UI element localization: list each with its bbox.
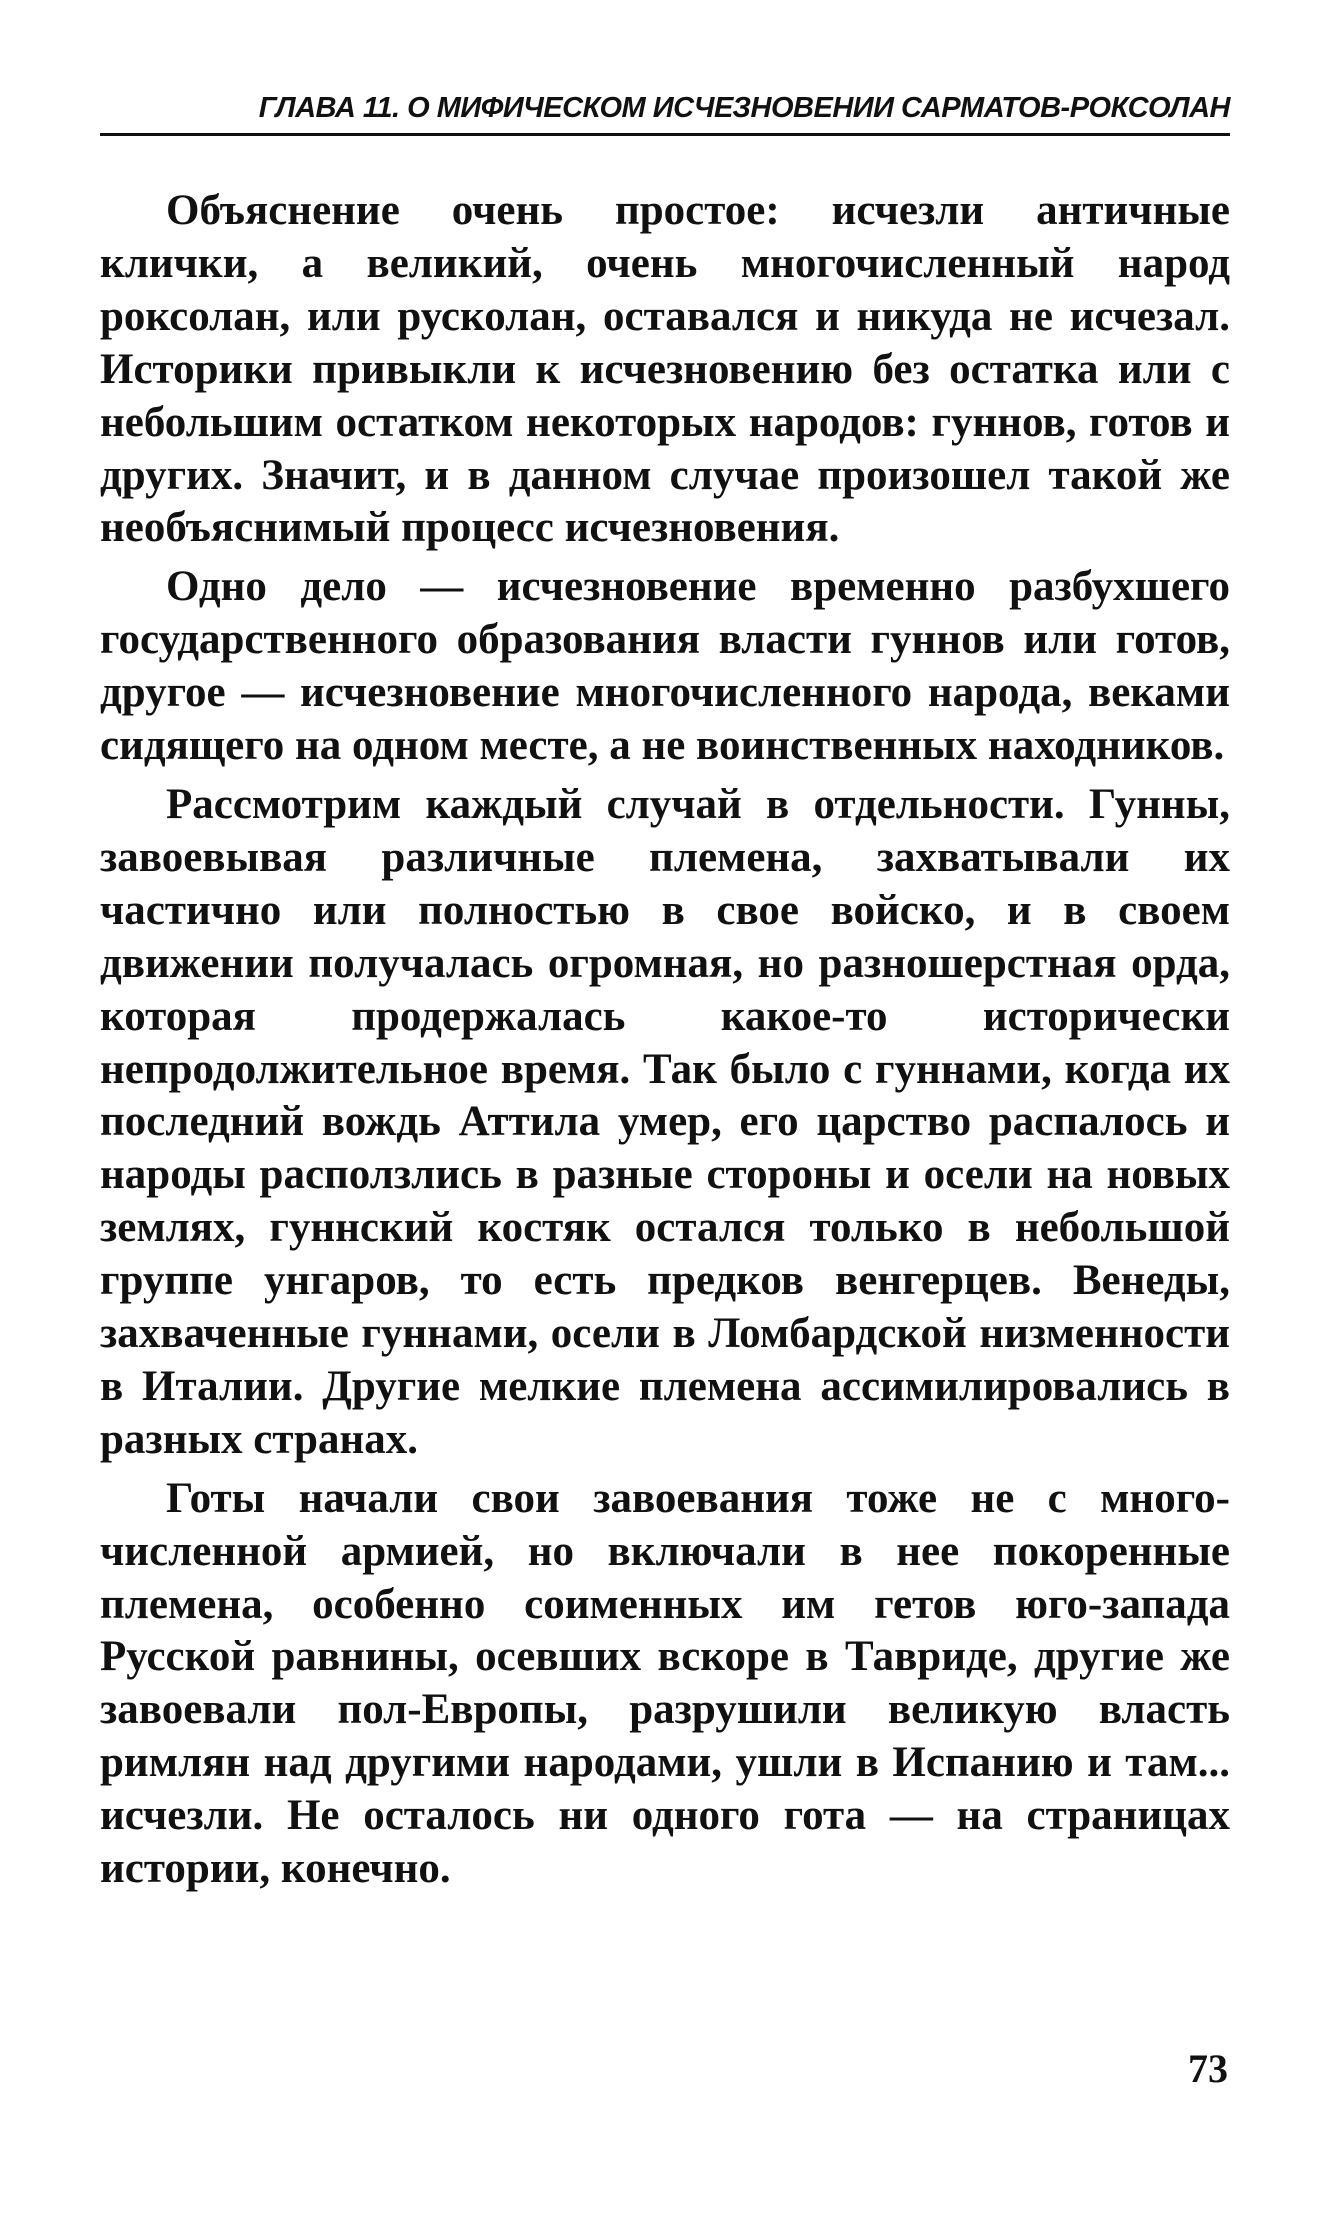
page-number: 73 bbox=[1188, 2046, 1228, 2091]
running-title: ГЛАВА 11. О МИФИЧЕСКОМ ИСЧЕЗНОВЕНИИ САРМАТОВ-РОКСОЛАН bbox=[258, 92, 1230, 124]
body-text bbox=[100, 185, 1230, 1902]
paragraph: Одно дело — исчезновение временно разбухшего государственного образования власти гуннов или готов, другое — исчезновение многочисленного народа, веками сидящего на одном месте, а не воинственных находников. bbox=[100, 563, 1230, 770]
page-header bbox=[100, 92, 1230, 136]
paragraph: Рассмотрим каждый случай в отдельности. Гунны, завоевывая различные племена, захватывали их частично или полностью в свое войско, и в своем движении получалась огромная, но разношерстная орда, которая продержалась какое-то исторически непродолжительное время. Так было с гуннами, когда их последний вождь Аттила умер, его царство распалось и народы расползлись в разные стороны и осели на новых землях, гуннский костяк остался только в небольшой группе унгаров, то есть предков венгерцев. Венеды, захваченные гуннами, осели в Ломбардской низменности в Италии. Другие мелкие племена ассимилировались в разных странах. bbox=[100, 780, 1230, 1463]
paragraph: Объяснение очень простое: исчезли античные клички, а великий, очень многочисленный народ роксолан, или русколан, оставался и никуда не исчезал. Историки привыкли к исчезновению без остатка или с небольшим остатком некоторых народов: гуннов, готов и других. Значит, и в данном случае произошел такой же необъяснимый процесс исчезновения. bbox=[100, 187, 1230, 552]
paragraph: Готы начали свои завоевания тоже не с многочисленной армией, но включали в нее покоренные племена, особенно соименных им гетов юго-запада Русской равнины, осевших вскоре в Тавриде, другие же завоевали пол-Европы, разрушили великую власть римлян над другими народами, ушли в Испанию и там... исчезли. Не осталось ни одного гота — на страницах истории, конечно. bbox=[100, 1474, 1230, 1893]
